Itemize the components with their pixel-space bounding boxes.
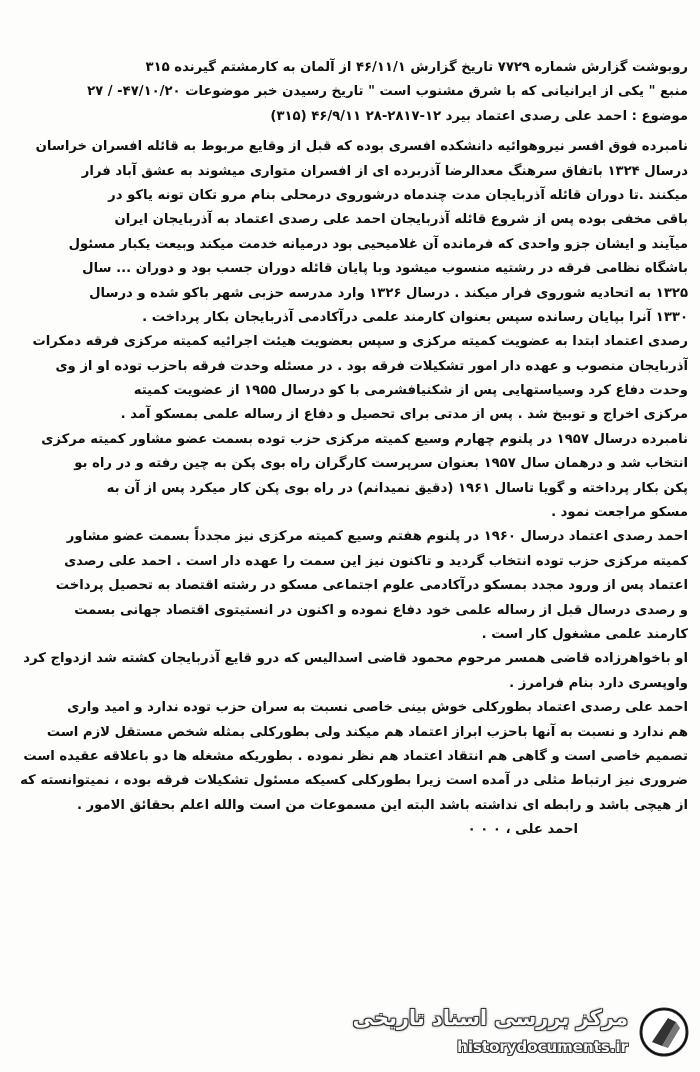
paragraph-line: ۱۳۳۰ آنرا بپایان رسانده سپس بعنوان کارمند علمی درآکادمی آذربایجان بکار پرداخت . <box>142 309 688 325</box>
paragraph-line: باشگاه نظامی فرقه در رشتیه منسوب میشود وبا پایان قائله دوران جسب بود و دوران ... سال <box>82 261 688 277</box>
archive-logo-icon <box>638 1006 690 1058</box>
paragraph-line: کمیته مرکزی حزب توده انتخاب گردید و تاکنون نیز این سمت را عهده دار است . احمد علی رصدی <box>64 553 688 569</box>
paragraph-line: آذربایجان منصوب و عهده دار امور تشکیلات فرقه بود . در مسئله وحدت فرقه باحزب توده او از وی <box>55 358 688 374</box>
paragraph-line: کارمند علمی مشغول کار است . <box>481 626 688 642</box>
watermark-url: historydocuments.ir <box>457 1038 628 1056</box>
paragraph-line: ضروری نیز ارتباط مثلی در آمده است زیرا بطورکلی کسیکه مسئول تشکیلات فرقه بوده ، نمیتوانسته که <box>20 773 688 789</box>
paragraph-line: اعتماد پس از ورود مجدد بمسکو درآکادمی علوم اجتماعی مسکو در رشته اقتصاد به تحصیل پرداخت <box>55 578 688 594</box>
watermark-title: مرکز بررسی اسناد تاریخی <box>352 1006 628 1030</box>
paragraph-line: مسکو مراجعت نمود . <box>551 505 688 521</box>
header-line-subject: موضوع : احمد علی رصدی اعتماد بیرد ۱۲-۲۸۱۷-۲۸ ۴۶/۹/۱۱ (۳۱۵) <box>270 108 688 124</box>
paragraph-line: مرکزی اخراج و توبیخ شد . پس از مدتی برای تحصیل و دفاع از رساله علمی بمسکو آمد . <box>120 407 688 423</box>
paragraph-line: میکنند .تا دوران قائله آذربایجان مدت چندماه درشوروی درمحلی بنام مرو تکان تونه یاکو در <box>108 187 688 203</box>
paragraph-line: او باخواهرزاده قاضی همسر مرحوم محمود قاضی اسدالیس که درو قایع آذربایجان کشته شد ازدواج کرد <box>23 651 688 667</box>
paragraph-line: وحدت دفاع کرد وسیاستهایی پس از شکنیافشرمی با کو درسال ۱۹۵۵ از عضویت کمیته <box>133 383 688 399</box>
paragraph-line: باقی مخفی بوده پس از شروع قائله آذربایجان احمد علی رصدی اعتماد به آذربایجان ایران <box>114 212 688 228</box>
header-line-report-number: روبوشت گزارش شماره ۷۷۲۹ تاریخ گزارش ۴۶/۱۱/۱ از آلمان به کارمشتم گیرنده ۳۱۵ <box>145 60 688 75</box>
paragraph-line: درسال ۱۳۲۴ باتفاق سرهنگ معدالرضا آذربرده ای از افسران متواری میشوند به عشق آباد فرار <box>81 163 688 179</box>
paragraph-line: احمد رصدی اعتماد درسال ۱۹۶۰ در پلنوم هفتم وسیع کمیته مرکزی نیز مجدداً بسمت عضو مشاور <box>66 529 688 545</box>
paragraph-line: احمد علی رصدی اعتماد بطورکلی خوش بینی خاصی نسبت به سران حزب توده ندارد و امید واری <box>67 700 688 716</box>
paragraph-line: رصدی اعتماد ابتدا به عضویت کمیته مرکزی و سپس بعضویت هیئت اجرائیه کمیته مرکزی فرقه دمکرات <box>32 334 688 350</box>
document-body <box>12 56 688 843</box>
paragraph-line: پکن بکار پرداخته و گویا تاسال ۱۹۶۱ (دقیق نمیدانم) در راه بوی پکن کار میکرد پس از آن به <box>106 480 688 496</box>
paragraph-line: تصمیم خاصی است و گاهی هم انتقاد اعتماد هم نظر نموده . بطوریکه مشغله ها دو باعلاقه عقیده است <box>23 748 688 764</box>
paragraph-line: واوپسری دارد بنام فرامرز . <box>509 675 688 691</box>
archive-watermark <box>352 1004 690 1064</box>
paragraph-line: نامبرده درسال ۱۹۵۷ در پلنوم چهارم وسیع کمیته مرکزی حزب توده بسمت عضو مشاور کمیته مرکزی <box>41 431 688 447</box>
paragraph-line: ۱۳۲۵ به اتحادیه شوروی فرار میکند . درسال ۱۳۲۶ وارد مدرسه حزبی شهر باکو شده و درسال <box>89 285 688 301</box>
paragraph-line: انتخاب شد و درهمان سال ۱۹۵۷ بعنوان سرپرست کارگران راه بوی پکن به چین رفته و در راه بو <box>74 456 688 472</box>
signature-line: احمد علی ، ۰ ۰ ۰ <box>467 822 578 838</box>
paragraph-line: هم ندارد و نسبت به آنها باحزب ابراز اعتماد هم میکند ولی بطورکلی بمثله شخص مستقل لازم است <box>46 724 688 740</box>
paragraph-line: و رصدی درسال قبل از رساله علمی خود دفاع نموده و اکنون در انستیتوی اقتصاد جهانی بسمت <box>74 602 688 618</box>
header-line-source: منبع " یکی از ایرانیانی که با شرق مشنوب است " تاریخ رسیدن خبر موضوعات ۴۷/۱۰/۲۰- / ۲۷ <box>87 84 688 100</box>
paragraph-line: میآیند و ایشان جزو واحدی که فرمانده آن غلامیحیی بود درمیانه خدمت میکند وبیعت یکبار مسئول <box>68 236 688 252</box>
paragraph-line: نامبرده فوق افسر نیروهوائیه دانشکده افسری بوده که قبل از وقایع مربوط به قائله افسران خراسان <box>35 139 688 155</box>
paragraph-line: از هیچی باشد و رابطه ای نداشته باشد البته این مسموعات من است والله اعلم بحقائق الامور . <box>76 797 688 813</box>
